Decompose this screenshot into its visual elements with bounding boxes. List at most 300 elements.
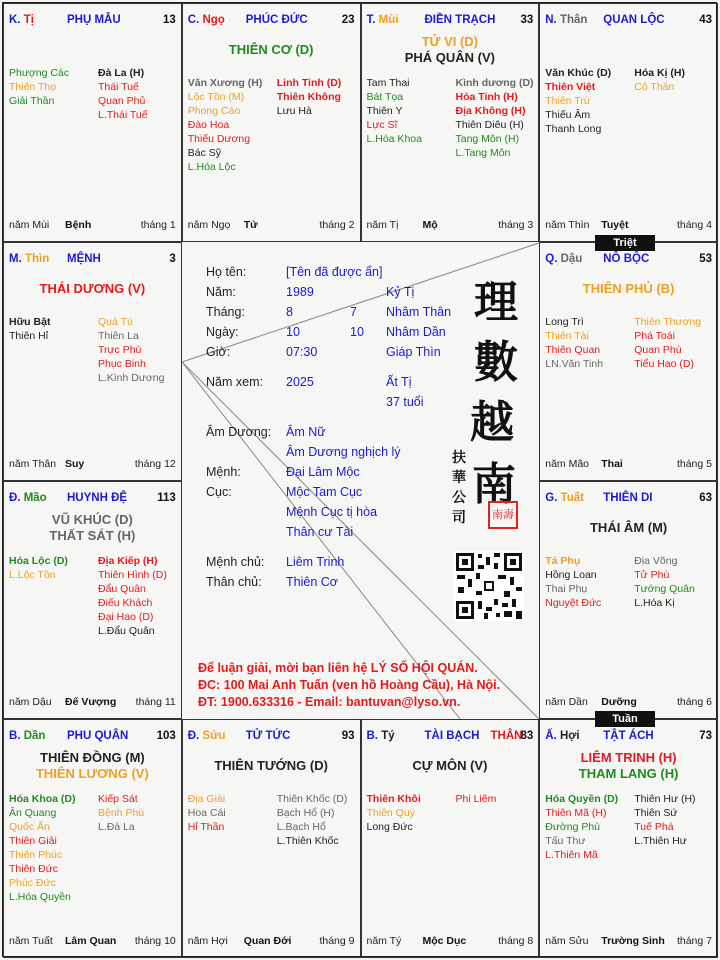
calligraphy-char: 越: [470, 397, 514, 448]
palace-year: năm Mão: [545, 457, 590, 470]
value-ngay-can: Nhâm Dần: [386, 325, 446, 339]
palace-element: Tý: [381, 730, 395, 743]
minor-stars-right: [456, 792, 497, 806]
minor-stars-right: [634, 792, 695, 848]
minor-star: Thiên Quý: [366, 807, 415, 820]
palace-branch: Đ. Mão: [9, 491, 47, 504]
palace-year: năm Dậu: [9, 696, 52, 709]
minor-star: Phá Toái: [634, 329, 675, 342]
palace-number: 83: [520, 730, 534, 743]
palace-footer: [9, 696, 176, 710]
palace-name: TẬT ÁCH: [603, 730, 654, 743]
palace-name: TỬ TỨC: [245, 730, 291, 743]
minor-star: Kình dương (D): [455, 77, 534, 89]
palace-branch: N. Thân: [545, 14, 588, 26]
palace-number: 3: [169, 252, 176, 265]
palace-element: Thân: [559, 14, 588, 26]
palace-element: Sửu: [202, 730, 226, 743]
palace-element: Tị: [23, 14, 34, 26]
minor-stars-left: [367, 792, 421, 834]
minor-star: Tấu Thư: [545, 835, 586, 848]
palace-month: tháng 8: [498, 935, 534, 947]
triet-marker: Triệt: [595, 235, 655, 251]
minor-star: Đại Hao (D): [98, 610, 154, 623]
palace-year: năm Tý: [366, 935, 402, 947]
palace-name: PHỤ MẪU: [67, 14, 121, 26]
minor-stars-left: [545, 554, 601, 610]
minor-star: Lộc Tồn (M): [187, 91, 245, 103]
label-cuc: Cục:: [206, 485, 232, 499]
minor-star: Thiên Trù: [545, 95, 590, 107]
minor-star: Địa Kiếp (H): [98, 554, 158, 567]
palace-branch: T. Mùi: [366, 14, 399, 26]
qr-code: [454, 551, 524, 621]
minor-star: Thiên Không: [276, 91, 341, 103]
minor-stars-left: [545, 66, 611, 136]
label-nam-xem: Năm xem:: [206, 375, 263, 389]
minor-stars-right: [634, 315, 701, 371]
palace-element: Dần: [23, 730, 46, 743]
minor-stars-right: [277, 76, 342, 118]
label-ho-ten: Họ tên:: [206, 265, 247, 279]
minor-star: Thiên Tài: [545, 329, 589, 342]
minor-star: Thiên Phúc: [9, 849, 63, 862]
minor-stars-left: [545, 792, 618, 862]
minor-stars-right: [456, 76, 534, 160]
value-gio: 07:30: [286, 345, 318, 359]
minor-star: Văn Xương (H): [187, 77, 263, 89]
palace-number: 33: [520, 14, 534, 26]
minor-star: L.Lộc Tồn: [9, 568, 56, 581]
minor-star: Thiên Sứ: [634, 807, 678, 820]
minor-star: L.Thiên Hư: [634, 835, 687, 848]
minor-star: Quan Phủ: [98, 95, 146, 107]
palace-stage: Suy: [65, 457, 85, 470]
palace-year: năm Thân: [9, 457, 57, 470]
minor-stars-left: [9, 792, 76, 904]
minor-star: L.Thiên Mã: [545, 849, 598, 862]
minor-star: Hóa Khoa (D): [9, 793, 76, 806]
label-gio: Giờ:: [206, 345, 231, 359]
palace-stage: Tử: [243, 218, 258, 231]
tuvi-chart: [2, 2, 717, 957]
palace-element: Mùi: [378, 14, 399, 26]
label-menh: Mệnh:: [206, 465, 241, 479]
minor-star: L.Hóa Quyền: [9, 891, 71, 904]
palace-ty[interactable]: [361, 719, 540, 958]
contact-phone-email: ĐT: 1900.633316 - Email: bantuvan@lyso.vn.: [198, 695, 461, 709]
palace-header: [9, 492, 176, 508]
value-thang-al: 7: [350, 305, 357, 319]
minor-star: Thiên Thương: [634, 315, 702, 328]
red-seal-stamp: 南壽: [488, 501, 518, 529]
palace-mao[interactable]: [3, 481, 182, 720]
palace-name: TÀI BẠCH: [424, 730, 480, 743]
palace-tuat[interactable]: [539, 481, 718, 720]
value-menh-chu: Liêm Trinh: [286, 555, 345, 569]
minor-stars-left: [9, 315, 50, 343]
palace-branch: Đ. Sửu: [187, 730, 226, 743]
minor-stars-right: [634, 554, 695, 610]
minor-star: L.Đà La: [98, 821, 135, 834]
value-cuc: Mộc Tam Cục: [286, 485, 363, 499]
major-star: THIÊN CƠ (D): [228, 42, 314, 57]
minor-star: Điếu Khách: [98, 596, 153, 609]
palace-name: THIÊN DI: [603, 491, 653, 504]
label-am-duong: Âm Dương:: [206, 425, 272, 439]
minor-star: Thiếu Âm: [545, 109, 591, 121]
palace-year: năm Thìn: [545, 218, 590, 231]
minor-star: Hỏa Tinh (H): [455, 91, 518, 103]
palace-footer: [188, 219, 355, 233]
calligraphy-side-char: 扶: [452, 450, 466, 466]
minor-star: Phúc Đức: [9, 877, 56, 890]
value-ngay: 10: [286, 325, 300, 339]
palace-month: tháng 7: [676, 935, 712, 947]
calligraphy-char: 理: [474, 277, 518, 328]
palace-header: [188, 14, 355, 30]
palace-name: MỆNH: [67, 252, 101, 265]
minor-star: Nguyệt Đức: [545, 596, 602, 609]
minor-star: Thiên Hỉ: [9, 329, 49, 342]
palace-stage: Bệnh: [65, 218, 92, 231]
palace-year: năm Hợi: [187, 935, 228, 947]
major-star: THIÊN LƯƠNG (V): [35, 766, 149, 782]
minor-star: Thiên Đức: [9, 863, 59, 876]
minor-star: Tuế Phá: [634, 821, 674, 834]
minor-star: Tiểu Hao (D): [634, 357, 694, 370]
minor-star: Hóa Kị (H): [634, 67, 685, 79]
minor-star: Thiên La: [98, 329, 139, 342]
palace-stage: Đế Vượng: [65, 696, 117, 709]
palace-month: tháng 6: [676, 696, 712, 709]
major-star: THIÊN ĐỒNG (M): [40, 750, 145, 766]
minor-stars-left: [545, 315, 603, 371]
minor-star: Địa Võng: [634, 554, 678, 567]
major-star: THAM LANG (H): [578, 766, 679, 782]
palace-header: [367, 730, 534, 746]
minor-star: Thái Tuế: [98, 81, 139, 93]
minor-star: Địa Giải: [187, 793, 226, 806]
palace-footer: [545, 458, 712, 472]
palace-stage: Tuyệt: [601, 218, 629, 231]
minor-stars-right: [98, 66, 148, 122]
minor-stars-left: [188, 76, 263, 174]
palace-header: [367, 14, 534, 30]
palace-dau[interactable]: [539, 242, 718, 481]
palace-footer: [367, 219, 534, 233]
palace-branch: B. Tý: [366, 730, 395, 743]
palace-name: HUYNH ĐỆ: [67, 491, 128, 504]
label-thang: Tháng:: [206, 305, 245, 319]
major-star: PHÁ QUÂN (V): [404, 50, 496, 65]
minor-stars-right: [634, 66, 685, 94]
value-nam-xem: 2025: [286, 375, 314, 389]
palace-year: năm Tị: [366, 218, 399, 231]
value-ho-ten: [Tên đã được ẩn]: [286, 265, 383, 279]
palace-number: 63: [699, 491, 712, 504]
minor-star: Quốc Ấn: [9, 821, 50, 834]
calligraphy-char: 南: [472, 459, 516, 510]
major-star: THẤT SÁT (H): [49, 527, 136, 543]
minor-star: Quả Tú: [98, 315, 133, 328]
minor-star: Thiên Khốc (D): [276, 793, 348, 806]
value-am-duong-ly: Âm Dương nghịch lý: [286, 445, 401, 459]
minor-star: Thiếu Dương: [187, 133, 251, 145]
value-gio-can: Giáp Thìn: [386, 345, 441, 359]
minor-star: Long Trì: [545, 315, 584, 328]
minor-stars-left: [367, 76, 422, 146]
palace-header: [545, 730, 712, 746]
minor-star: Thiên Diêu (H): [455, 119, 524, 131]
minor-star: Phong Cáo: [187, 105, 241, 117]
minor-star: Thiên Việt: [545, 81, 596, 93]
calligraphy-side-char: 華: [452, 470, 466, 486]
minor-star: L.Tang Môn: [455, 147, 511, 159]
palace-number: 103: [156, 730, 176, 743]
palace-branch: G. Tuất: [545, 491, 585, 504]
major-star: THÁI ÂM (M): [589, 519, 668, 535]
palace-hoi[interactable]: [539, 719, 718, 958]
minor-star: Bát Tọa: [366, 91, 404, 103]
palace-header: [545, 14, 712, 30]
palace-dan[interactable]: [3, 719, 182, 958]
tuan-marker: Tuần: [595, 711, 655, 727]
minor-stars-left: [9, 554, 68, 582]
minor-star: Hóa Quyền (D): [545, 793, 619, 806]
palace-footer: [367, 935, 534, 949]
minor-star: Hồng Loan: [545, 568, 597, 581]
major-star: THÁI DƯƠNG (V): [39, 280, 146, 296]
minor-star: Thiên Thọ: [9, 81, 57, 93]
minor-stars-right: [98, 554, 167, 638]
minor-star: Thiên Hư (H): [634, 793, 696, 806]
minor-star: L.Bạch Hổ: [276, 821, 326, 834]
minor-star: Đào Hoa: [187, 119, 230, 131]
minor-star: Thiên Quan: [545, 343, 601, 356]
palace-year: năm Dần: [545, 696, 588, 709]
palace-name: PHU QUÂN: [67, 730, 129, 743]
palace-ti[interactable]: [3, 3, 182, 242]
palace-month: tháng 9: [319, 935, 355, 947]
minor-star: Phi Liêm: [455, 793, 497, 806]
minor-stars-left: [9, 66, 69, 108]
minor-star: Tam Thai: [366, 77, 410, 89]
palace-footer: [188, 935, 355, 949]
palace-than[interactable]: [539, 3, 718, 242]
value-than-chu: Thiên Cơ: [286, 575, 338, 589]
minor-star: Bạch Hổ (H): [276, 807, 335, 820]
minor-star: Phục Binh: [98, 357, 146, 370]
palace-month: tháng 3: [498, 218, 534, 231]
minor-star: L.Hóa Lộc: [187, 161, 236, 173]
palace-ngo[interactable]: [182, 3, 361, 242]
value-nam: 1989: [286, 285, 314, 299]
palace-element: Tuất: [560, 491, 585, 504]
major-star: THIÊN PHỦ (B): [582, 280, 675, 296]
palace-footer: [9, 219, 176, 233]
minor-star: Văn Khúc (D): [545, 67, 612, 79]
than-marker: THÂN: [490, 730, 523, 743]
palace-footer: [9, 935, 176, 949]
palace-footer: [545, 696, 712, 710]
palace-number: 13: [162, 14, 176, 26]
minor-star: L.Thiên Khốc: [276, 835, 339, 848]
palace-month: tháng 12: [134, 457, 176, 470]
contact-address: ĐC: 100 Mai Anh Tuấn (ven hồ Hoàng Cầu), Hà Nội.: [198, 678, 501, 692]
palace-element: Hợi: [559, 730, 580, 743]
palace-stage: Mộc Dục: [422, 935, 467, 947]
calligraphy-char: 數: [474, 337, 518, 388]
minor-star: L.Hóa Khoa: [366, 133, 422, 145]
palace-footer: [545, 935, 712, 949]
palace-name: QUAN LỘC: [603, 14, 665, 26]
minor-star: Thiên Mã (H): [545, 807, 607, 820]
palace-header: [545, 492, 712, 508]
minor-star: Tướng Quân: [634, 582, 695, 595]
minor-stars-right: [98, 315, 164, 385]
minor-star: Tang Môn (H): [455, 133, 520, 145]
palace-month: tháng 1: [140, 218, 176, 231]
major-star: CỰ MÔN (V): [412, 758, 488, 774]
minor-star: Tả Phụ: [545, 554, 581, 567]
calligraphy-side-char: 司: [452, 510, 466, 526]
palace-header: [188, 730, 355, 746]
minor-star: Thiên Y: [366, 105, 403, 117]
value-nam-can: Kỷ Tị: [386, 285, 415, 299]
minor-star: Hỉ Thần: [187, 821, 225, 834]
calligraphy-side-char: 公: [452, 490, 466, 506]
palace-branch: Ấ. Hợi: [545, 730, 580, 743]
palace-branch: K. Tị: [9, 14, 34, 26]
palace-month: tháng 2: [319, 218, 355, 231]
palace-footer: [545, 219, 712, 233]
palace-number: 43: [699, 14, 712, 26]
minor-star: Thai Phụ: [545, 582, 588, 595]
minor-star: Thiên Giải: [9, 835, 57, 848]
minor-star: Đà La (H): [98, 67, 145, 79]
palace-number: 23: [341, 14, 355, 26]
palace-name: PHÚC ĐỨC: [245, 14, 308, 26]
contact-line-1: Để luận giải, mời bạn liên hệ LÝ SỐ HỘI QUÁN.: [198, 661, 478, 675]
label-menh-chu: Mệnh chủ:: [206, 555, 265, 569]
palace-header: [9, 730, 176, 746]
palace-stage: Thai: [601, 457, 623, 470]
palace-element: Ngọ: [202, 14, 225, 26]
palace-branch: C. Ngọ: [187, 14, 225, 26]
palace-thin[interactable]: [3, 242, 182, 481]
minor-star: Thanh Long: [545, 123, 602, 135]
palace-header: [9, 253, 176, 269]
minor-star: Long Đức: [366, 821, 413, 834]
palace-element: Dậu: [560, 252, 583, 265]
minor-star: Lực Sĩ: [366, 119, 398, 131]
minor-star: Quan Phù: [634, 343, 682, 356]
major-star: VŨ KHÚC (D): [51, 511, 133, 527]
palace-element: Thìn: [24, 252, 50, 265]
palace-stage: Lâm Quan: [65, 935, 117, 947]
value-tuoi: 37 tuổi: [386, 395, 424, 409]
palace-name: ĐIỀN TRẠCH: [424, 14, 496, 26]
minor-star: Trực Phù: [98, 343, 142, 356]
minor-star: Cô Thần: [634, 81, 675, 93]
minor-star: Hữu Bật: [9, 315, 51, 328]
value-nam-xem-can: Ất Tị: [386, 375, 412, 389]
palace-branch: M. Thìn: [9, 252, 50, 265]
minor-stars-left: [188, 792, 226, 834]
minor-stars-right: [277, 792, 348, 848]
value-am-duong: Âm Nữ: [286, 425, 326, 439]
minor-star: Đẩu Quân: [98, 582, 146, 595]
palace-number: 53: [699, 252, 712, 265]
major-star: THIÊN TƯỚNG (D): [214, 758, 328, 774]
minor-stars-right: [98, 792, 144, 834]
palace-month: tháng 10: [134, 935, 176, 947]
palace-branch: Q. Dậu: [545, 252, 583, 265]
minor-star: Thiên Khôi: [366, 793, 421, 806]
palace-name: NÔ BỘC: [603, 252, 650, 265]
palace-footer: [9, 458, 176, 472]
center-info: [184, 243, 541, 721]
palace-month: tháng 5: [676, 457, 712, 470]
minor-star: Hóa Lộc (D): [9, 554, 68, 567]
minor-star: Thiên Hình (D): [98, 568, 167, 581]
value-thang: 8: [286, 305, 293, 319]
palace-branch: B. Dần: [9, 730, 46, 743]
palace-month: tháng 11: [135, 696, 176, 709]
palace-header: [9, 14, 176, 30]
palace-mui[interactable]: [361, 3, 540, 242]
palace-header: [545, 253, 712, 269]
palace-number: 113: [157, 491, 176, 504]
major-star: TỬ VI (D): [421, 34, 479, 49]
minor-star: LN.Văn Tinh: [545, 357, 604, 370]
value-cuc-relation: Mệnh Cục tị hòa: [286, 505, 378, 519]
minor-star: L.Thái Tuế: [98, 109, 148, 121]
palace-year: năm Tuất: [9, 935, 53, 947]
minor-star: Linh Tinh (D): [276, 77, 342, 89]
palace-suu[interactable]: [182, 719, 361, 958]
value-ngay-al: 10: [350, 325, 364, 339]
value-than-cu: Thân cư Tài: [286, 525, 354, 539]
value-thang-can: Nhâm Thân: [386, 305, 452, 319]
minor-star: Hoa Cái: [187, 807, 226, 820]
minor-star: Bác Sỹ: [187, 147, 222, 159]
palace-stage: Quan Đới: [243, 935, 292, 947]
minor-star: Lưu Hà: [276, 105, 312, 117]
minor-star: Phượng Các: [9, 67, 70, 79]
minor-star: L.Kình Dương: [98, 371, 165, 384]
minor-star: Tử Phù: [634, 568, 670, 581]
value-menh: Đại Lâm Mộc: [286, 465, 360, 479]
minor-star: Ân Quang: [9, 807, 57, 820]
minor-star: Địa Không (H): [455, 105, 526, 117]
palace-year: năm Sửu: [545, 935, 589, 947]
palace-year: năm Ngọ: [187, 218, 231, 231]
minor-star: Đường Phù: [545, 821, 601, 834]
palace-stage: Trường Sinh: [601, 935, 665, 947]
palace-stage: Dưỡng: [601, 696, 637, 709]
minor-star: L.Hóa Kị: [634, 596, 675, 609]
palace-number: 93: [341, 730, 355, 743]
palace-number: 73: [699, 730, 712, 743]
minor-star: Giải Thần: [9, 95, 55, 107]
palace-element: Mão: [23, 491, 47, 504]
palace-month: tháng 4: [676, 218, 712, 231]
label-ngay: Ngày:: [206, 325, 239, 339]
minor-star: Bệnh Phù: [98, 807, 145, 820]
label-nam: Năm:: [206, 285, 236, 299]
